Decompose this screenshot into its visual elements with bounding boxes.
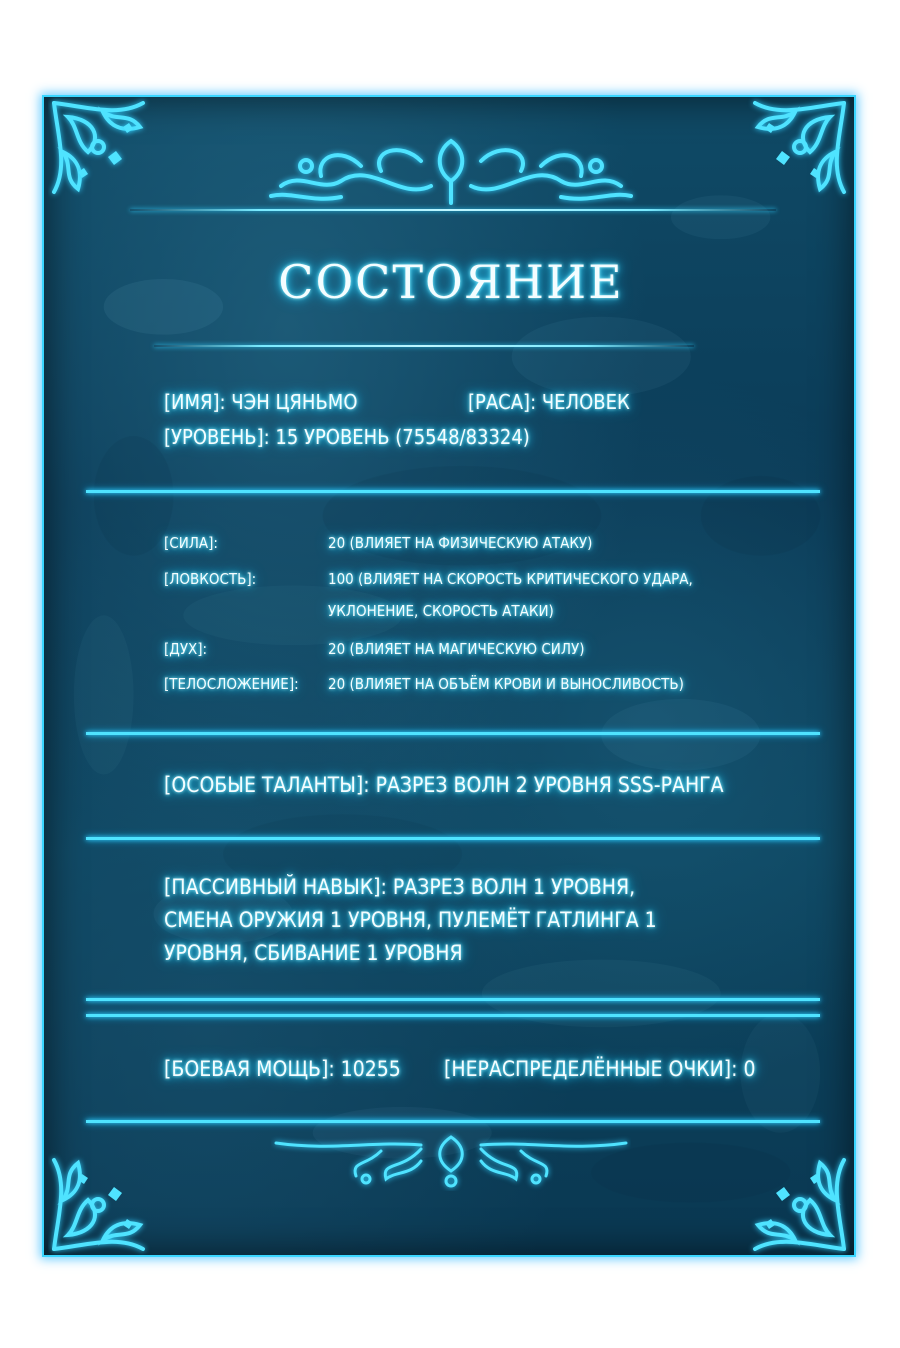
attr-label-spirit: [ДУХ]: — [164, 640, 208, 658]
divider-2 — [86, 732, 820, 735]
attr-label-constitution: [ТЕЛОСЛОЖЕНИЕ]: — [164, 675, 299, 693]
floral-corner-icon — [740, 1145, 850, 1255]
attr-value-constitution: 20 (ВЛИЯЕТ НА ОБЪЁМ КРОВИ И ВЫНОСЛИВОСТЬ) — [328, 675, 684, 693]
divider-3 — [86, 837, 820, 840]
attr-value-agility-cont: УКЛОНЕНИЕ, СКОРОСТЬ АТАКИ) — [328, 602, 554, 620]
divider-1 — [86, 490, 820, 493]
title-bottom-line — [154, 345, 694, 347]
attr-value-agility: 100 (ВЛИЯЕТ НА СКОРОСТЬ КРИТИЧЕСКОГО УДАРА, — [328, 570, 693, 588]
info-level: [УРОВЕНЬ]: 15 УРОВЕНЬ (75548/83324) — [164, 425, 530, 449]
floral-corner-icon — [740, 97, 850, 207]
floral-corner-icon — [48, 97, 158, 207]
passive-skills-line-1: [ПАССИВНЫЙ НАВЫК]: РАЗРЕЗ ВОЛН 1 УРОВНЯ, — [164, 875, 636, 899]
divider-4 — [86, 998, 820, 1001]
scroll-ornament-icon — [261, 131, 641, 211]
divider-5 — [86, 1014, 820, 1017]
attr-value-strength: 20 (ВЛИЯЕТ НА ФИЗИЧЕСКУЮ АТАКУ) — [328, 534, 593, 552]
divider-6 — [86, 1120, 820, 1123]
status-title: СОСТОЯНИЕ — [278, 255, 624, 309]
unallocated-points: [НЕРАСПРЕДЕЛЁННЫЕ ОЧКИ]: 0 — [444, 1057, 756, 1081]
info-race: [РАСА]: ЧЕЛОВЕК — [468, 390, 630, 414]
attr-label-agility: [ЛОВКОСТЬ]: — [164, 570, 257, 588]
status-window — [42, 95, 856, 1257]
floral-corner-icon — [48, 1145, 158, 1255]
info-name: [ИМЯ]: ЧЭН ЦЯНЬМО — [164, 390, 358, 414]
attr-label-strength: [СИЛА]: — [164, 534, 218, 552]
combat-power: [БОЕВАЯ МОЩЬ]: 10255 — [164, 1057, 401, 1081]
passive-skills-line-3: УРОВНЯ, СБИВАНИЕ 1 УРОВНЯ — [164, 941, 463, 965]
passive-skills-line-2: СМЕНА ОРУЖИЯ 1 УРОВНЯ, ПУЛЕМЁТ ГАТЛИНГА 1 — [164, 908, 657, 932]
swirl-ornament-icon — [271, 1131, 631, 1191]
title-top-line — [130, 209, 776, 211]
attr-value-spirit: 20 (ВЛИЯЕТ НА МАГИЧЕСКУЮ СИЛУ) — [328, 640, 585, 658]
special-talents: [ОСОБЫЕ ТАЛАНТЫ]: РАЗРЕЗ ВОЛН 2 УРОВНЯ SSS-РАНГА — [164, 773, 724, 797]
